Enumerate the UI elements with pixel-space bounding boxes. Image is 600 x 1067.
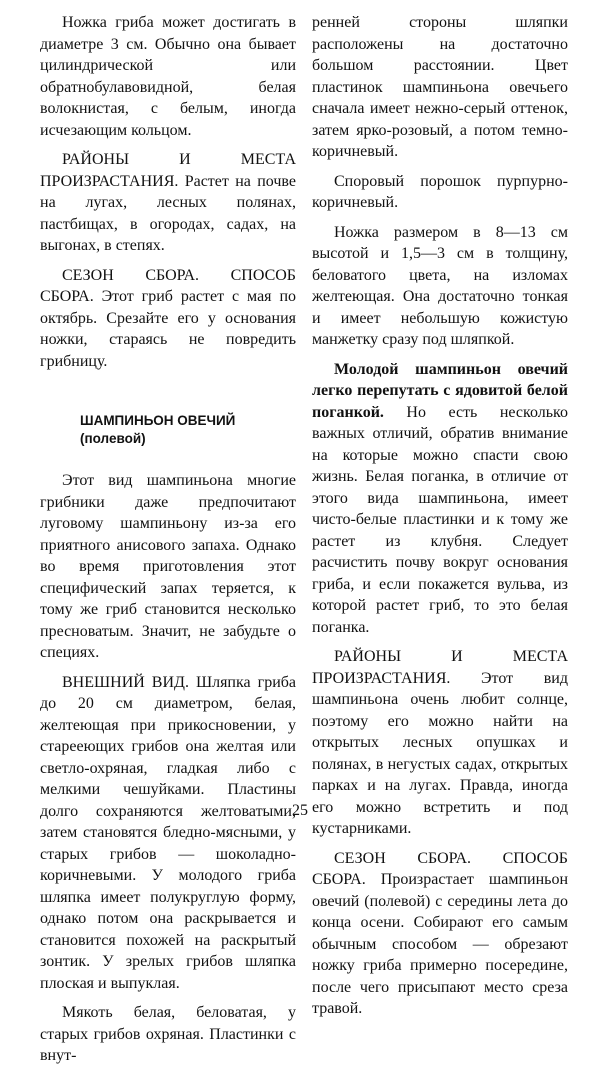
right-column [312, 12, 568, 1020]
paragraph-gills: ренней стороны шляпки расположены на достаточно большом расстоянии. Цвет пластинок шампиньона овечьего сначала имеет нежно-серый оттенок, затем ярко-розовый, а потом темно-коричневый. [312, 14, 568, 160]
paragraph-intro: Этот вид шампиньона многие грибники даже предпочитают луговому шампиньону из-за его приятного анисового запаха. Однако во время приготовления этот специфический запах теряется, к тому же гриб становится несколько пресноватым. Значит, не забудьте о специях. [40, 472, 296, 661]
paragraph-stem-size: Ножка размером в 8—13 см высотой и 1,5—3 см в толщину, беловатого цвета, на изломах желтеющая. Она достаточно тонкая и имеет небольшую кожистую манжетку сразу под шляпкой. [312, 223, 568, 348]
section-heading [40, 412, 296, 448]
paragraph-warning [312, 359, 568, 639]
warning-text: Но есть несколько важных отличий, обратив внимание на которые можно спасти свою жизнь. Белая поганка, в отличие от этого вида шампиньона, имеет чисто-белые пластинки и к тому же растет из клубня. Следует расчистить почву вокруг основания гриба, и если покажется вульва, из которой растет гриб, то это белая поганка. [312, 403, 568, 636]
paragraph-habitat-2: РАЙОНЫ И МЕСТА ПРОИЗРАСТАНИЯ. Этот вид шампиньона очень любит солнце, поэтому его можно найти на открытых лесных опушках и полянах, в негустых садах, открытых парках и на лугах. Правда, иногда его можно встретить и под кустарниками. [312, 648, 568, 837]
page-number: 25 [292, 802, 308, 819]
warning-bold-text: Молодой шампиньон овечий легко перепутать с ядовитой белой поганкой. [312, 360, 568, 421]
paragraph-appearance: ВНЕШНИЙ ВИД. Шляпка гриба до 20 см диаметром, белая, желтеющая при прикосновении, у старееющих грибов она желтая или светло-охряная, гладкая либо с мелкими чешуйками. Пластины долго сохраняются желтоватыми, затем становятся бледно-мясными, у старых грибов — шоколадно-коричневыми. У молодого гриба шляпка имеет полукруглую форму, однако потом она раскрывается и становится похожей на раскрытый зонтик. У зрелых грибов шляпка плоская и выпуклая. [40, 673, 296, 992]
section-subtitle: (полевой) [80, 431, 146, 446]
paragraph-habitat: РАЙОНЫ И МЕСТА ПРОИЗРАСТАНИЯ. Растет на почве на лугах, лесных полянах, пастбищах, в огородах, садах, на выгонах, в степях. [40, 151, 296, 254]
paragraph-flesh: Мякоть белая, беловатая, у старых грибов охряная. Пластинки с внут- [40, 1004, 296, 1064]
left-column [40, 12, 296, 1067]
paragraph-season-2: СЕЗОН СБОРА. СПОСОБ СБОРА. Произрастает шампиньон овечий (полевой) с середины лета до конца осени. Собирают его самым обычным способом — обрезают ножку гриба примерно посередине, после чего присыпают место среза травой. [312, 849, 568, 1017]
section-title: ШАМПИНЬОН ОВЕЧИЙ [80, 413, 236, 428]
paragraph-season: СЕЗОН СБОРА. СПОСОБ СБОРА. Этот гриб растет с мая по октябрь. Срезайте его у основания ножки, стараясь не повредить грибницу. [40, 266, 296, 370]
paragraph-spore-powder: Споровый порошок пурпурно-коричневый. [312, 172, 568, 211]
paragraph-stem-description: Ножка гриба может достигать в диаметре 3 см. Обычно она бывает цилиндрической или обратнобулавовидной, белая волокнистая, с белым, иногда исчезающим кольцом. [40, 14, 296, 139]
